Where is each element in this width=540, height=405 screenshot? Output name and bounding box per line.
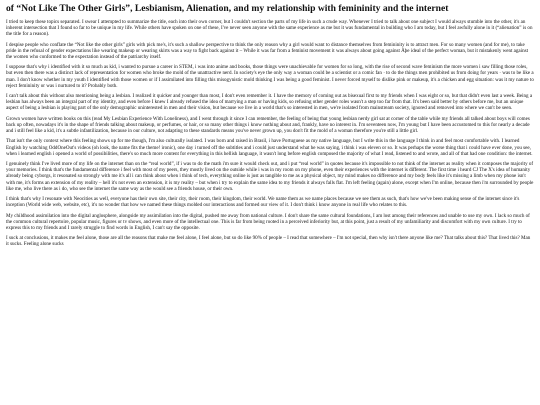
paragraph-neocities: I think that's why I resonate with Neocities as well, everyone has their own site, their city, their room, their kingdom, their world. We name them as we name places because we see them as such, that's how we've been making sense of the internet since it's inception (World wide web, website, etc), it's no wonder that how we named these things molded our interactions and formed our view of it. I don't think i know anyone in real life who relates to this.: [6, 196, 520, 209]
paragraph-internet-reality: I genuinely think I've lived more of my life on the internet than on the “real world”, if i was to do the math i'm sure it would check out, and i put “real world” in quotes because it's impossible to not think of the internet as reality when it composes the majority of your memories. I think that's the fundamental difference i feel with most of my peers, they mostly lived on the outside while i was in my room on my phone, even their experiences with the internet is different. The first time i heard CJ The X's idea of humanity already being cyborgs, it resonated so strongly with me it's all i can think about when i think of tech, everything online is just as tangible to me as a physical object, my mind makes no difference and my body feels like it's missing a limb when my phone isn't with me, it's forms an extension of my reality – hell it's not even an extension, it is my reality – but when i try to explain the same idea to my friends it always falls flat. I'm left feeling (again) alone, except when I'm online, because then i'm surrounded by people like me, who live there as i do, who see the internet the same way as the would see a friends house, or their own.: [6, 161, 534, 192]
paragraph-anglosphere: My childhood assimilation into the digital anglosphere, alongside my assimilation into the digital, pushed me away from national culture. I don't share the same cultural foundations, I am lost among their references and unable to use my own. I lack so much of the common cultural repertoire, popular music, figures or tv shows, and even more of the intellectual one. This is far from being rooted in a perceived inferiority but, at this point, just a result of my unfamiliarity and discomfort with my own culture. I try to express this to my friends and I rarely struggle to find words in English, I can't say the opposite.: [6, 212, 530, 231]
document-title: of “Not Like The Other Girls”, Lesbianism, Alienation, and my relationship with femininity and the internet: [6, 3, 449, 14]
paragraph-loneliness: Grown women have written books on this (read My Lesbian Experience With Loneliness), and I went through it since I can remember, the feeling of being that young lesbian nerdy girl sat at corner of the table while my friends all talked about boys will comes back up often, nowadays it's in the shape of friends talking about makeup, or perfumes, or hair, or so many other things i know nothing about and, frankly, have no interest in. I'm seventeen now, I'm young but I have been accustomed to this for nearly a decade and i still feel like a kid, it's a subtle infantilization, because in our culture, not adapting to these standards means you've never grown up, you don't fit the mold of a woman therefore you're still a little girl.: [6, 115, 530, 135]
paragraph-conclusion: I suck at conclusions, it makes me feel alone, those are all the reasons that make me feel alone, I feel alone, but so do like 90% of people – I read that somewhere – I'm not special, then why isn't there anyone like me? That talks about this? That lived this? Man it sucks. Feeling alone sucks: [6, 235, 531, 248]
paragraph-cultural-isolation: That isn't the only context where this feeling shows up for me though, I'm also culturally isolated. I was born and raised in Brasil, i have Portuguese as my native language, but I write this in the language I think in and feel most comfortable with. I learned English by watching OddOneOut's videos (oh look, the name fits the theme! ironic), one day i turned off the subtitles and i could just understand what he was saying, i think i was eleven or so. It was perhaps the worse thing that i could have ever done, you see, when i learned english i opened a world of possibilities, there's so much more content for everything in this hellish language, it wasn't long before english composed the majority of what I read, listened to and wrote, and all of that had one condition: the internet.: [6, 138, 533, 157]
paragraph-lesbian: I can't talk about this without also mentioning being a lesbian. I realized it quicker and younger than most, I don't even remember it. I have the memory of coming out as bisexual first to my friends when I was eight or so, but that didn't even last a week. Being a lesbian has always been an integral part of my identity, and even before I knew I already refused the idea of marrying a man or having kids, so refusing other gender roles wasn't a step too far from that. It's been said better by others before me, but an unique aspect of being a lesbian is playing part of the only demographic uninterested in men and their vision, but because we live in a world that's so interested in men, we're isolated from mainstream society, ignored and removed into where we can't be seen.: [6, 93, 533, 112]
paragraph-stem-childhood: I suppose that's why i identified with it so much as kid, i wanted to pursue a career in STEM, i was into anime and books, those things were unachievable for women for so long, with the rise of second wave feminism the more women i saw filling those roles, but even then there was a distinct lack of representation for women who broke the mold of the unattractive nerd. In society's eye the only way a woman could be a scientist or a comic fan · to do the things men prohibited us from doing for years · was to be like a man. I don't know whether in my youth I identified with those women or if I assimilated into filling this misogynistic mold thinking I was being a good feminist. I never forced myself to dislike pink or makeup, it's a chicken and egg situation: was it my nature to reject femininity or was i nurtured to it? Probably both.: [6, 64, 534, 89]
paragraph-intro: I tried to keep these topics separated. I swear I attempted to summarize the title, each into their own corner, but I couldn't section the parts of my life in such a crude way. Whenever I tried to talk about one subject I would always stumble into the other, it's an inherent intersection that I found so far to be unique in my life. While others have spoken on one of these, I've never seen anyone with the same experience as me but it was fundamental in building who I am today, but I feel awfully alone in it (“alienation” is on the title for a reason).: [6, 19, 533, 38]
paragraph-not-like-other-girls: I despise people who conflate the “Not like the other girls” girls with pick me's, it's such a shallow perspective to think the only reason why a girl would want to distance themselves from femininity is to attract men. For so many women (and for me), to take pride in the refusal of gender expectations like wearing makeup or wearing skirts was a way to fight back against it – While it was far from a feminist movement it was always about going against Ãþe ideal of the perfect woman, but it mistakenly went against the women who conformed to the expectation instead of the patriarchy itself.: [6, 41, 528, 60]
